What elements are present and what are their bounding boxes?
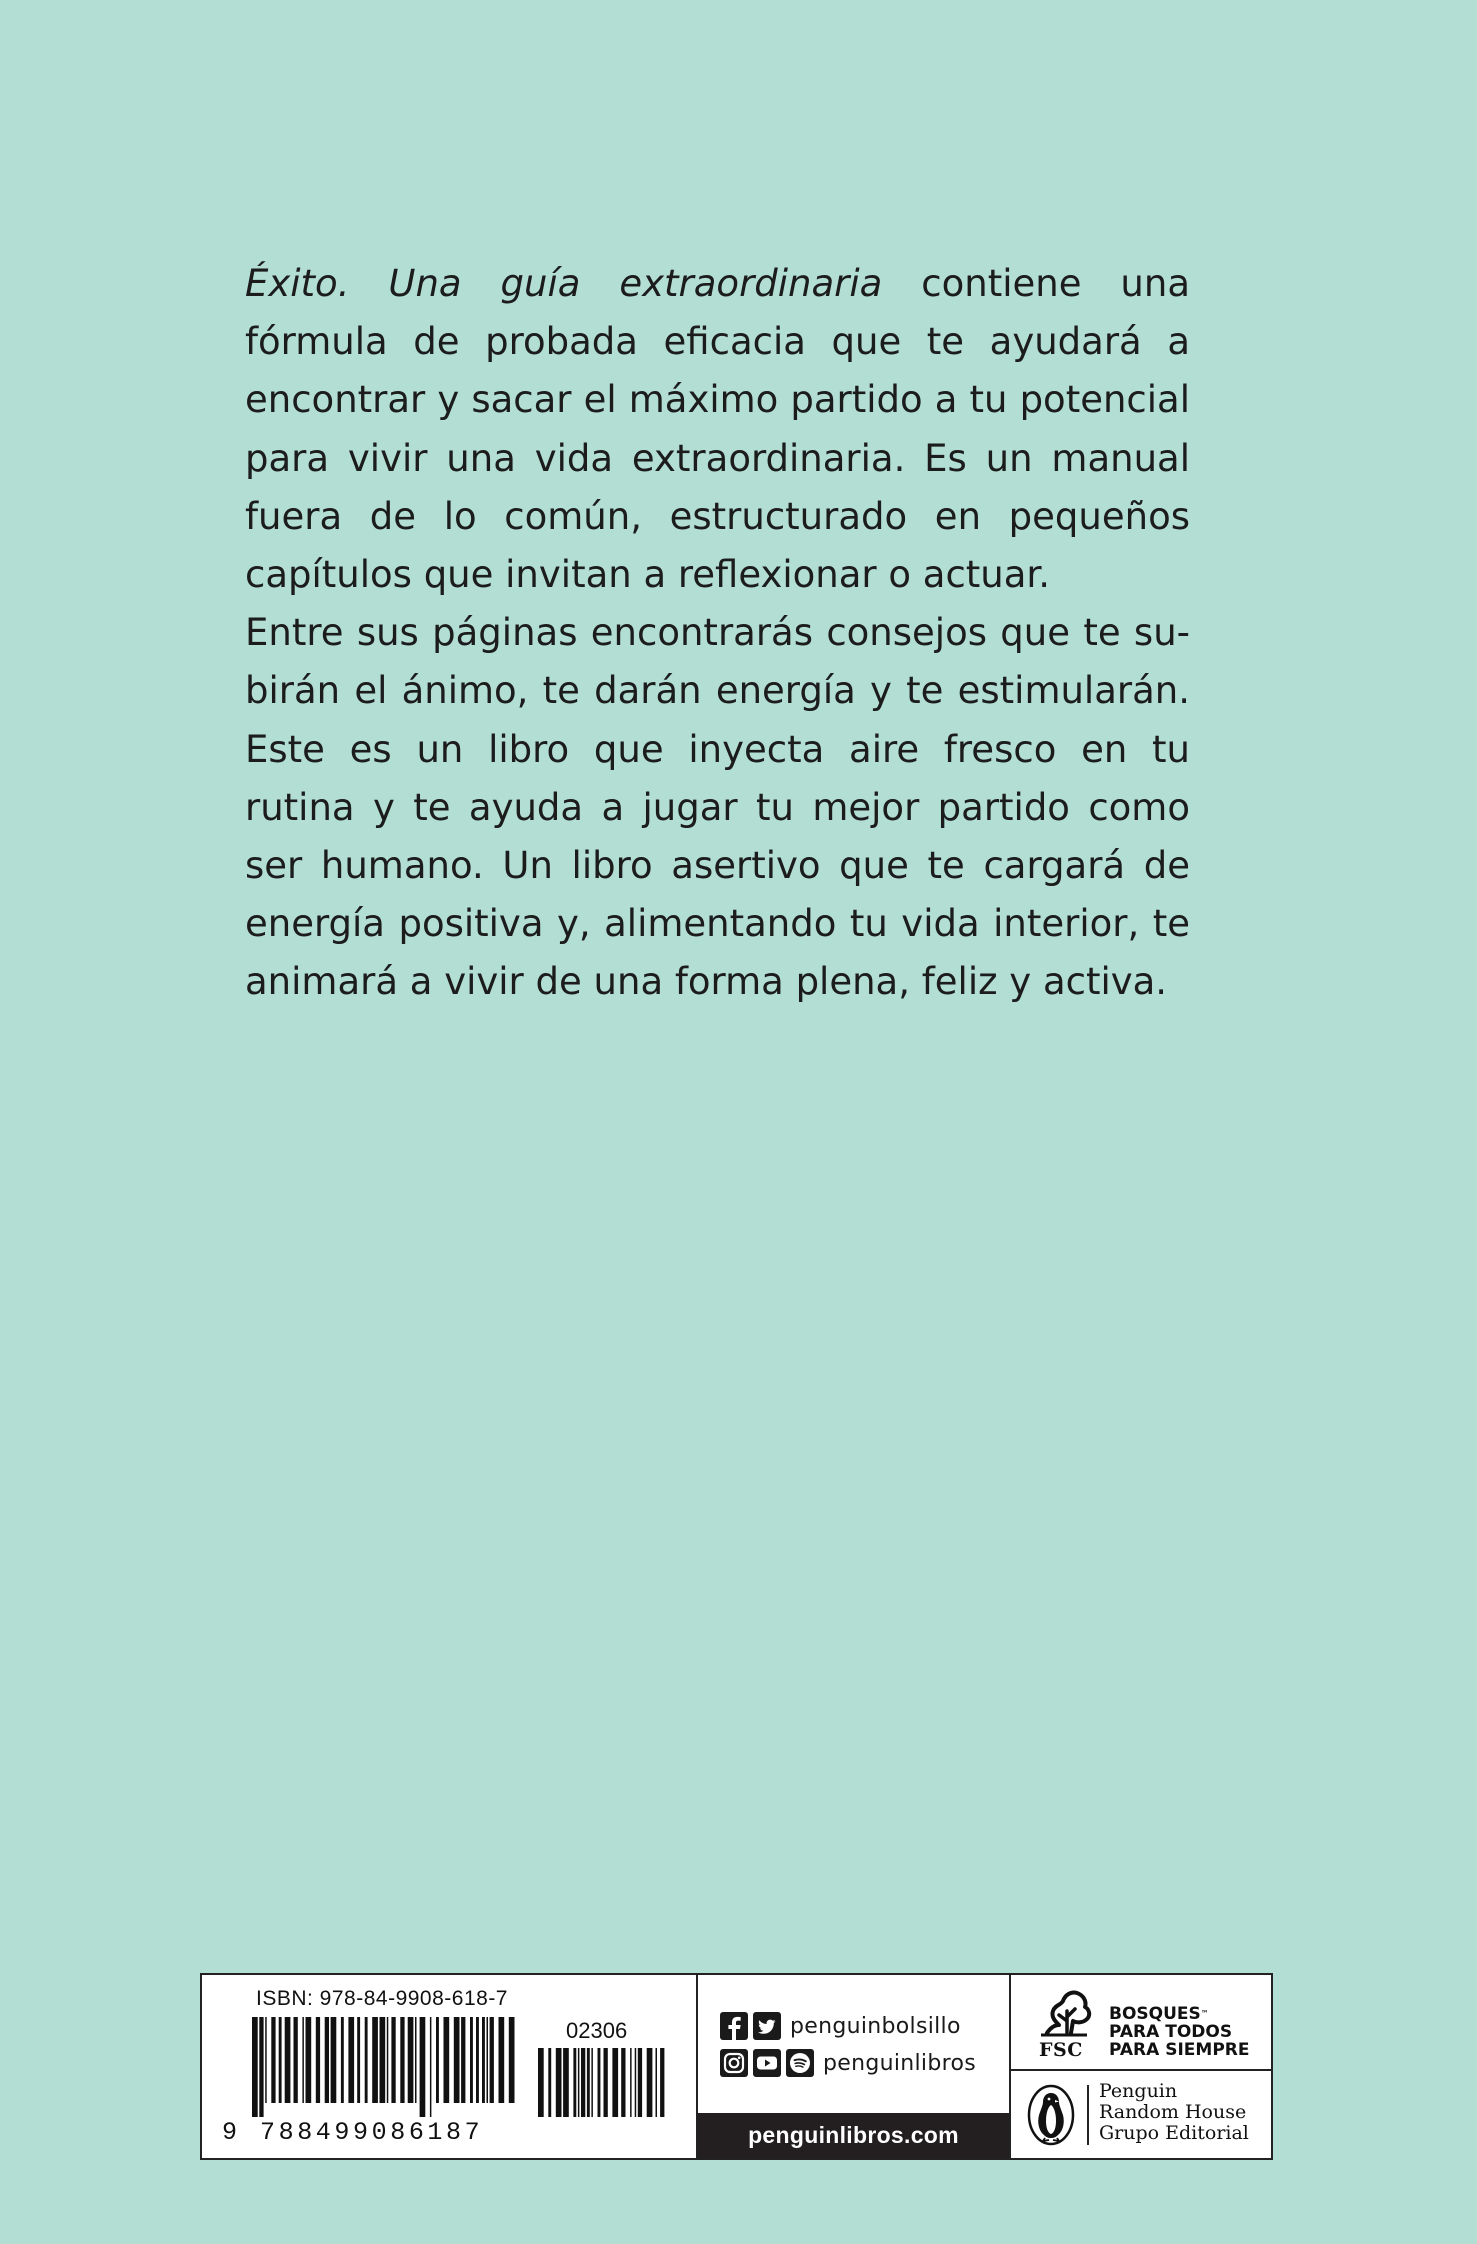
barcode-bar bbox=[271, 2017, 275, 2103]
barcode-bar bbox=[563, 2048, 569, 2117]
barcode-panel bbox=[202, 1975, 698, 2158]
barcode-bar bbox=[408, 2017, 414, 2103]
barcode-bar bbox=[265, 2017, 267, 2103]
barcode-bar bbox=[638, 2048, 642, 2117]
barcode-bar bbox=[487, 2017, 489, 2103]
barcode-bar bbox=[556, 2048, 562, 2117]
barcode-bar bbox=[444, 2017, 450, 2103]
barcode-bar bbox=[391, 2017, 395, 2103]
barcode-bar bbox=[325, 2017, 329, 2103]
barcode-bar bbox=[279, 2017, 282, 2103]
facebook-icon[interactable] bbox=[720, 2012, 748, 2040]
barcode-bar bbox=[365, 2017, 368, 2103]
barcode-bar bbox=[400, 2017, 404, 2103]
isbn-label: ISBN: 978-84-9908-618-7 bbox=[256, 1987, 508, 2010]
barcode-bar bbox=[380, 2017, 386, 2103]
publisher-line-3: Grupo Editorial bbox=[1099, 2122, 1249, 2144]
blurb-paragraph-2: Entre sus páginas encontrarás consejos que te subirán el ánimo, te darán energía y te estimularán. Este es un libro que inyecta aire fresco en tu rutina y te ayuda a jugar tu mejor partido como ser humano. Un libro asertivo que te cargará de energía positiva y, alimentando tu vida interior, te animará a vivir de una forma plena, feliz y activa. bbox=[245, 611, 1190, 1004]
barcode-bar bbox=[259, 2017, 263, 2117]
logos-panel bbox=[1011, 1975, 1271, 2158]
blurb-paragraph-1 bbox=[245, 255, 1190, 604]
barcode-bar bbox=[647, 2048, 653, 2117]
barcode-bar bbox=[415, 2017, 417, 2103]
back-cover-blurb bbox=[245, 255, 1190, 1012]
barcode-bar bbox=[470, 2017, 473, 2103]
back-cover-info-strip bbox=[200, 1973, 1273, 2160]
barcode-bar bbox=[252, 2017, 258, 2117]
twitter-icon[interactable] bbox=[753, 2012, 781, 2040]
barcode-digits: 788499086187 bbox=[260, 2118, 484, 2147]
social-panel bbox=[698, 1975, 1011, 2158]
barcode-bar bbox=[461, 2017, 465, 2103]
barcode-bar bbox=[476, 2017, 479, 2103]
barcode-bar bbox=[621, 2048, 625, 2117]
barcode-bar bbox=[436, 2017, 439, 2103]
barcode-bar bbox=[420, 2017, 426, 2117]
barcode-bar bbox=[573, 2048, 576, 2117]
barcode-bar bbox=[341, 2017, 344, 2103]
barcode-bar bbox=[331, 2017, 337, 2103]
publisher-name bbox=[1099, 2081, 1249, 2144]
barcode-bar bbox=[454, 2017, 460, 2103]
barcode-bar bbox=[387, 2017, 389, 2103]
barcode-bar bbox=[306, 2017, 312, 2103]
bosques-line-1: BOSQUES bbox=[1109, 2004, 1201, 2024]
blurb-paragraph-1-text: contiene una fórmula de probada eficacia que te ayudará a encontrar y sacar el máximo partido a tu potencial para vivir una vida extraordinaria. Es un manual fuera de lo común, estructurado en pequeños capítulos que invitan a reflexionar o actuar. bbox=[245, 262, 1190, 597]
barcode-bar bbox=[357, 2017, 360, 2103]
barcode-bar bbox=[598, 2048, 601, 2117]
fsc-label: FSC bbox=[1039, 2039, 1083, 2061]
publisher-divider bbox=[1087, 2085, 1089, 2145]
barcode-bar bbox=[302, 2017, 304, 2103]
barcode-bar bbox=[294, 2017, 298, 2103]
barcode-bar bbox=[591, 2048, 593, 2117]
barcode-bar bbox=[316, 2017, 320, 2103]
publisher-logo bbox=[1011, 2071, 1271, 2158]
barcode-bar bbox=[509, 2017, 515, 2103]
book-title-italic: Éxito. Una guía extraordinaria bbox=[245, 262, 883, 305]
penguin-icon bbox=[1026, 2083, 1076, 2147]
spotify-icon[interactable] bbox=[786, 2049, 814, 2077]
publisher-line-2: Random House bbox=[1099, 2101, 1247, 2123]
barcode-bar bbox=[660, 2048, 664, 2117]
barcode-lead-digit: 9 bbox=[222, 2118, 238, 2147]
bosques-line-2: PARA TODOS bbox=[1109, 2022, 1233, 2042]
fsc-certification bbox=[1011, 1975, 1271, 2071]
fsc-tree-icon bbox=[1037, 1987, 1095, 2039]
barcode-bar bbox=[656, 2048, 658, 2117]
barcode-bar bbox=[348, 2017, 354, 2103]
barcode-bar bbox=[499, 2017, 505, 2103]
addon-barcode bbox=[538, 2048, 670, 2131]
barcode-bar bbox=[581, 2048, 585, 2117]
barcode-bar bbox=[372, 2017, 378, 2103]
website-link[interactable]: penguinlibros.com bbox=[698, 2113, 1009, 2158]
instagram-icon[interactable] bbox=[720, 2049, 748, 2077]
barcode-bar bbox=[635, 2048, 637, 2117]
barcode-bar bbox=[538, 2048, 544, 2117]
price-code: 02306 bbox=[566, 2018, 628, 2043]
barcode-bar bbox=[285, 2017, 291, 2103]
youtube-icon[interactable] bbox=[753, 2049, 781, 2077]
trademark-symbol: ™ bbox=[1200, 2009, 1209, 2018]
barcode-bar bbox=[587, 2048, 590, 2117]
barcode-bar bbox=[490, 2017, 494, 2103]
ean-barcode bbox=[252, 2017, 520, 2117]
barcode-bar bbox=[578, 2048, 580, 2117]
bosques-line-3: PARA SIEMPRE bbox=[1109, 2040, 1250, 2060]
barcode-bar bbox=[548, 2048, 551, 2117]
social-handle-bolsillo[interactable]: penguinbolsillo bbox=[790, 2013, 961, 2039]
social-handle-libros[interactable]: penguinlibros bbox=[823, 2050, 976, 2076]
barcode-bar bbox=[612, 2048, 618, 2117]
bosques-slogan bbox=[1109, 2005, 1249, 2059]
social-row-bolsillo bbox=[720, 2012, 961, 2040]
social-row-libros bbox=[720, 2049, 976, 2077]
barcode-bar bbox=[430, 2017, 432, 2117]
barcode-bar bbox=[482, 2017, 485, 2103]
barcode-bar bbox=[630, 2048, 632, 2117]
barcode-bar bbox=[604, 2048, 608, 2117]
publisher-line-1: Penguin bbox=[1099, 2080, 1178, 2102]
